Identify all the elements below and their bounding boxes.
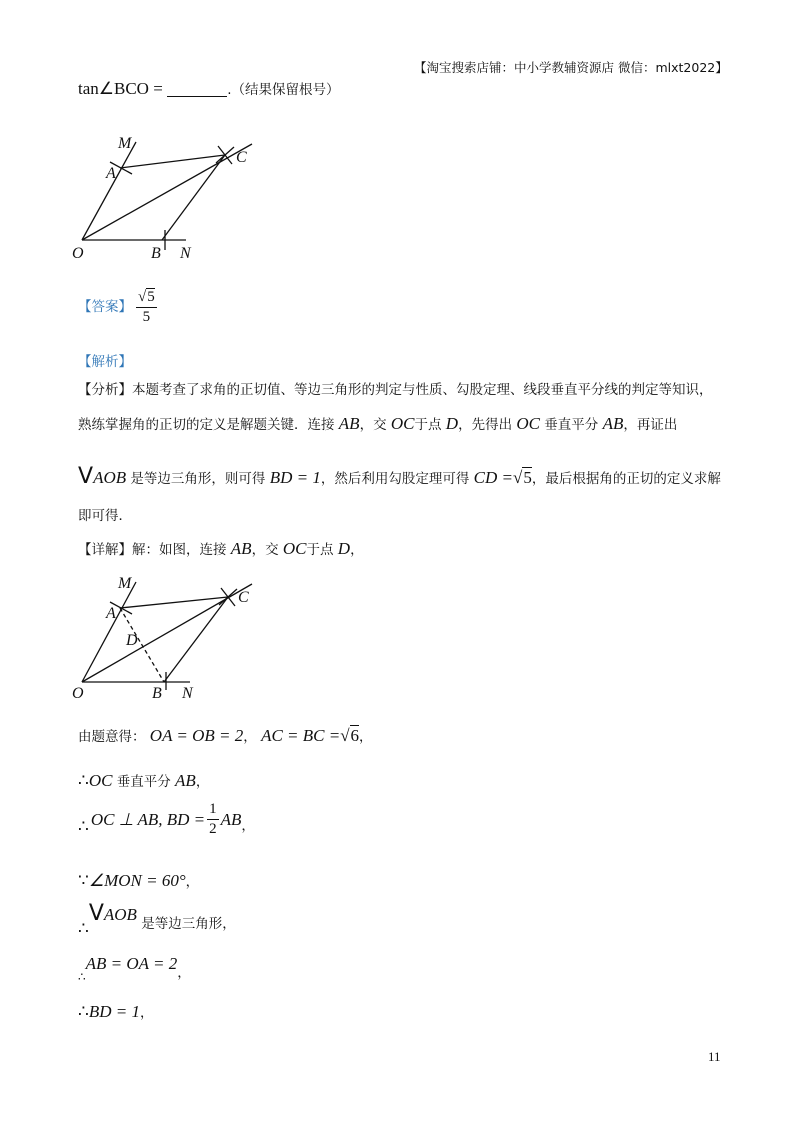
segment-ac — [120, 155, 225, 168]
label-a: A — [106, 605, 116, 622]
step-6: ∴AB = OA = 2， — [78, 954, 191, 984]
label-d: D — [126, 632, 138, 649]
label-c: C — [236, 149, 247, 166]
segment-oc-extended — [82, 144, 252, 240]
answer-radicand: 5 — [147, 289, 155, 305]
step-3-fraction: $\frac{1}{2}$ — [209, 801, 217, 837]
step-2: ∴OC 垂直平分 AB， — [78, 771, 210, 790]
answer-tag: 【答案】 — [78, 298, 132, 315]
analysis-p1-text: 本题考查了求角的正切值、等边三角形的判定与性质、勾股定理、线段垂直平分线的判定等知识， — [132, 382, 713, 398]
label-o: O — [72, 245, 84, 262]
segment-bc — [162, 155, 225, 240]
page-number: 11 — [708, 1049, 721, 1064]
answer-fraction: $\frac{√5}{5}$ — [138, 289, 155, 325]
analysis-tag: 【解析】 — [78, 354, 132, 370]
step-7: ∴BD = 1， — [78, 1002, 154, 1021]
label-a: A — [106, 165, 116, 182]
figure-1-parallelogram — [68, 132, 308, 272]
label-m: M — [118, 135, 132, 152]
page-header: 【淘宝搜索店铺：中小学教辅资源店 微信：mlxt2022】 — [414, 60, 728, 75]
analysis-p2: 熟练掌握角的正切的定义是解题关键．连接 AB，交 OC于点 D，先得出 OC 垂直平分 AB，再证出 — [78, 414, 678, 433]
detail-line: 【详解】解：如图，连接 AB，交 OC于点 D， — [78, 539, 364, 558]
step-5: ∴VAOB 是等边三角形， — [78, 901, 236, 938]
analysis-p3: VAOB 是等边三角形，则可得 BD = 1，然后利用勾股定理可得 CD =√5，最后根据角的正切的定义求解 — [78, 464, 721, 489]
fenxi-tag: 【分析】 — [78, 382, 132, 398]
analysis-p1 — [78, 384, 713, 398]
label-b: B — [152, 685, 162, 702]
analysis-p4: 即可得． — [78, 508, 132, 524]
label-n: N — [182, 685, 193, 702]
step-4: ∵∠MON = 60°， — [78, 871, 200, 890]
label-b: B — [151, 245, 161, 262]
answer-blank — [167, 82, 227, 97]
question-line — [78, 80, 340, 98]
answer-line — [78, 290, 157, 325]
question-suffix: .（结果保留根号） — [227, 82, 340, 98]
label-m: M — [118, 575, 132, 592]
step-3: ∴ OC ⊥ AB, BD = $\frac{1}{2}$ AB ， — [78, 801, 255, 837]
detail-tag: 【详解】 — [78, 542, 132, 558]
label-c: C — [238, 589, 249, 606]
figure-2-parallelogram — [68, 572, 308, 712]
step-1: 由题意得： OA = OB = 2， AC = BC =√6， — [78, 726, 373, 745]
label-o: O — [72, 685, 84, 702]
answer-denominator: 5 — [142, 309, 151, 325]
label-n: N — [180, 245, 191, 262]
question-prefix: tan∠BCO = — [78, 79, 163, 98]
